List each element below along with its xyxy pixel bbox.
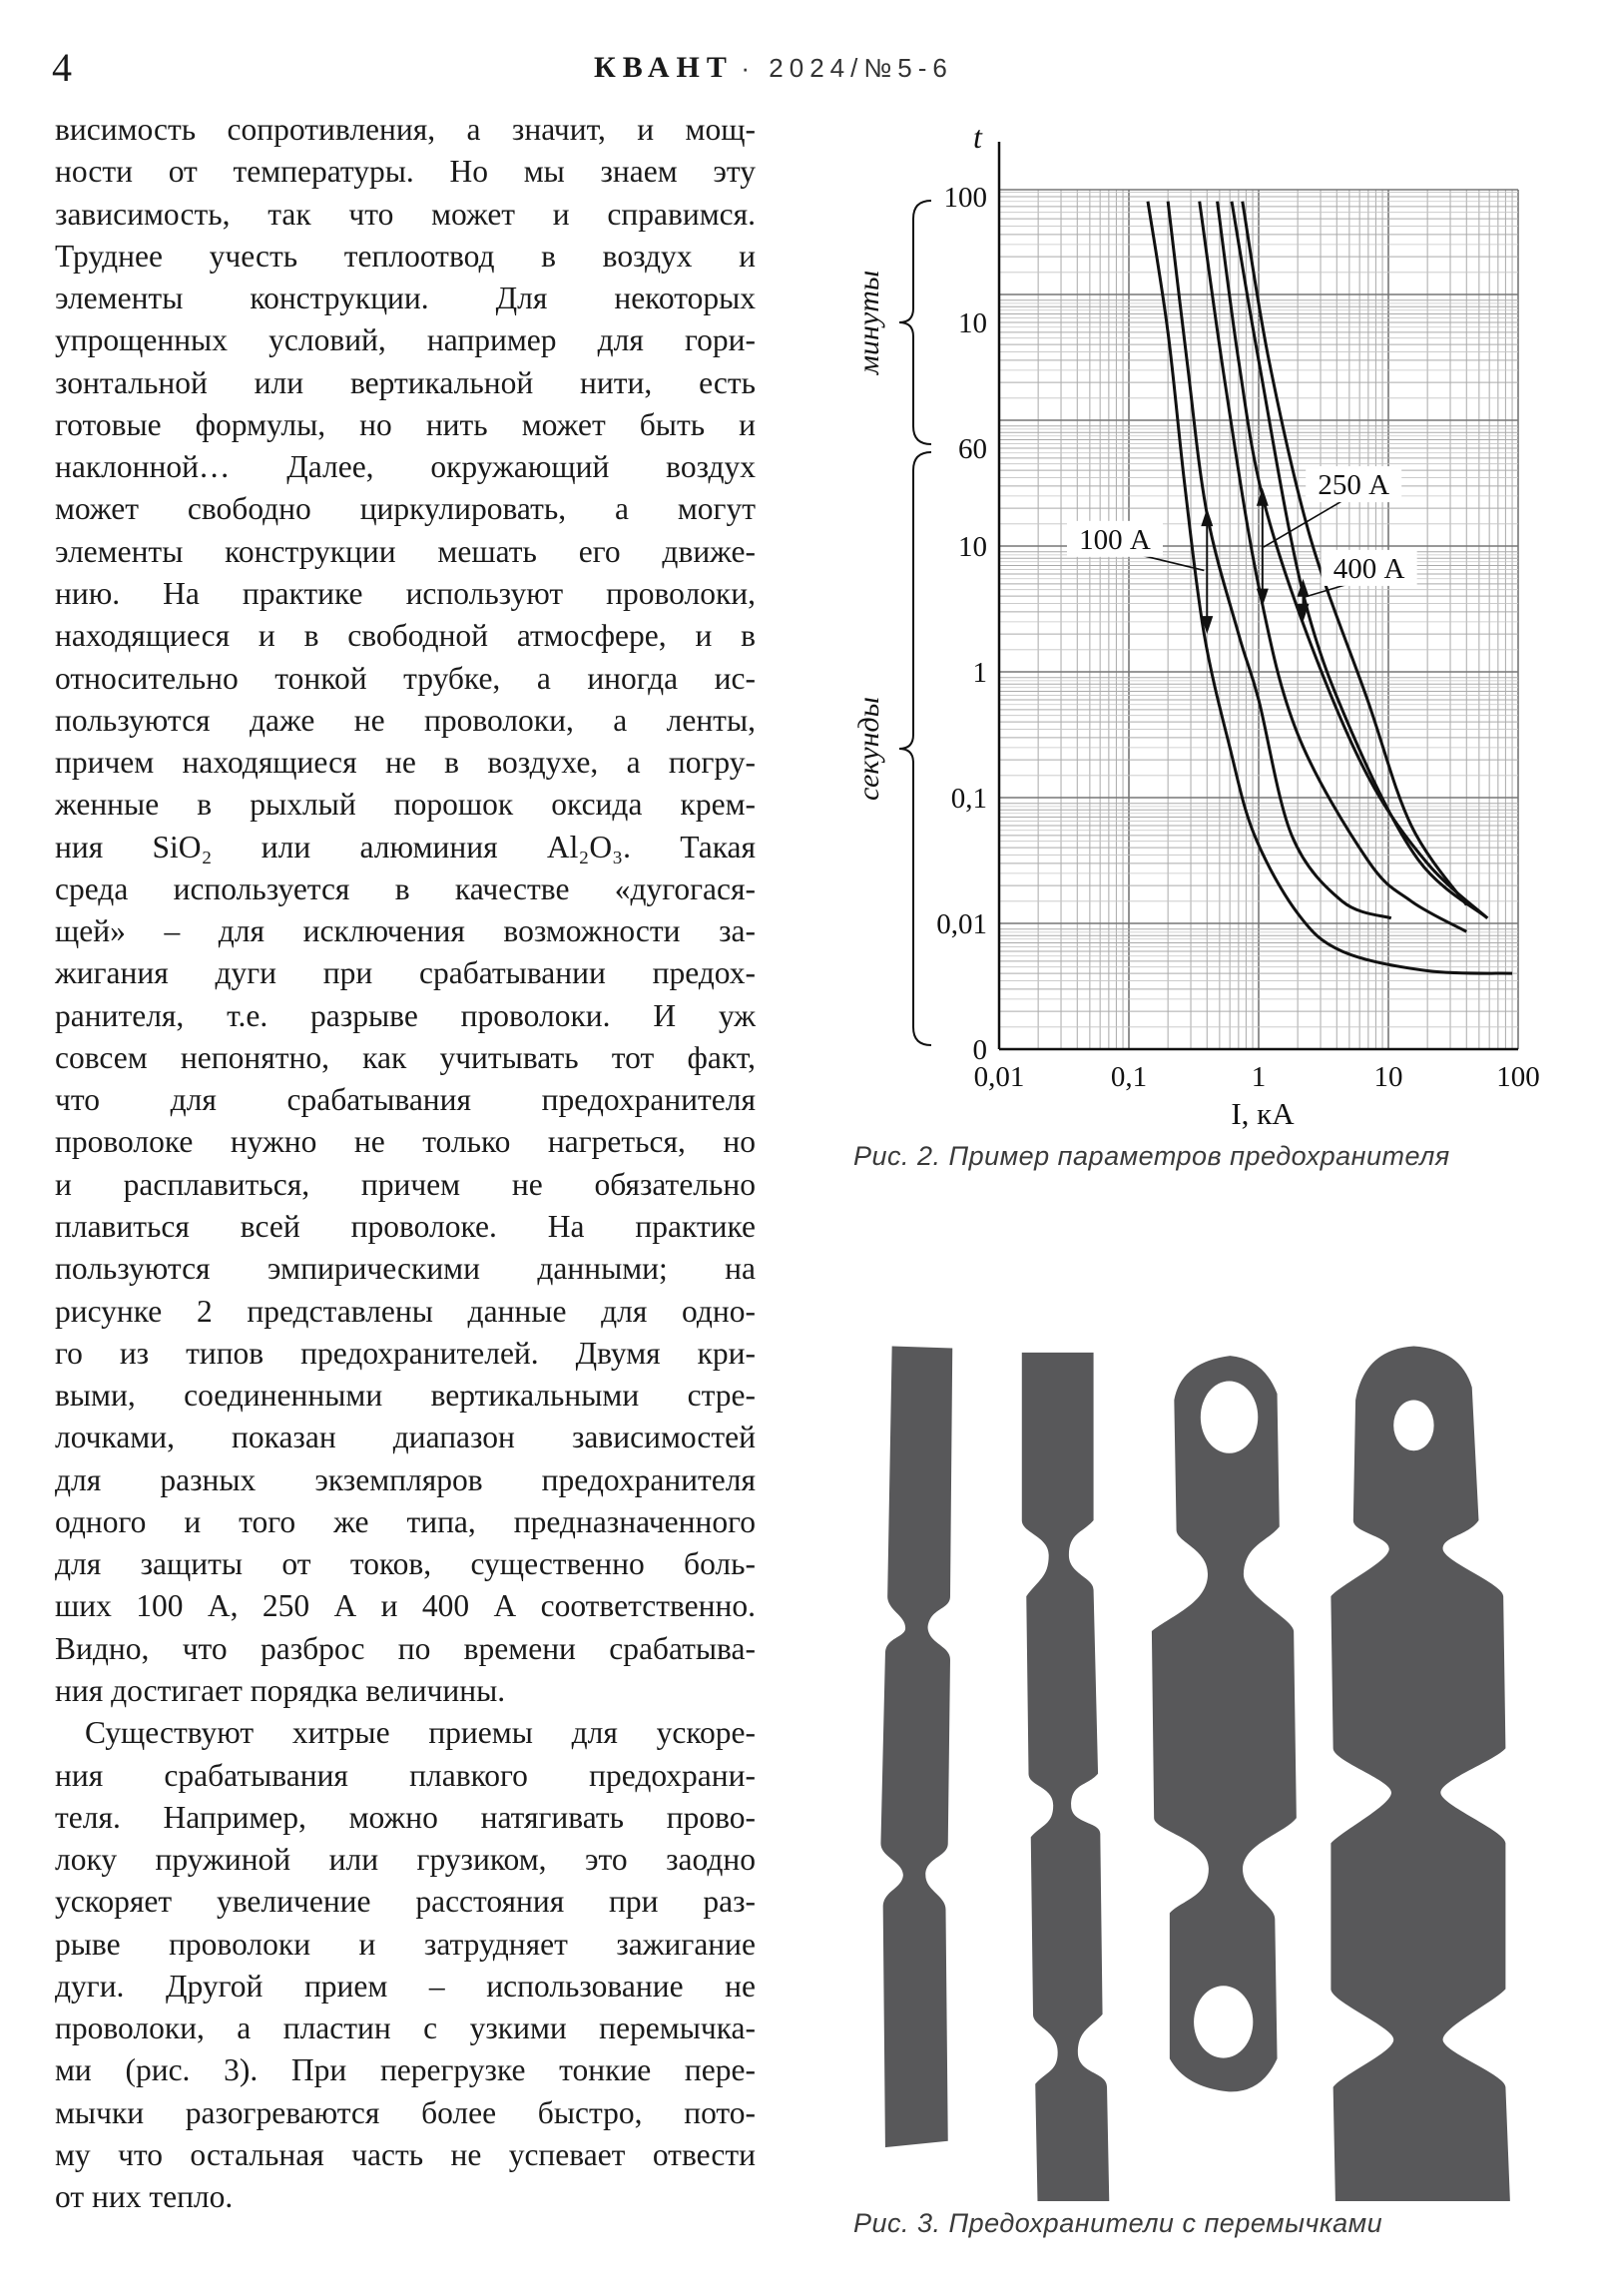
fuse-plate-4 bbox=[1331, 1347, 1509, 2201]
text-line: женные в рыхлый порошок оксида крем- bbox=[55, 787, 756, 823]
text-line: ранителя, т.е. разрыве проволоки. И уж bbox=[55, 997, 756, 1033]
fuse-curve bbox=[1148, 202, 1512, 973]
text-line: относительно тонкой трубке, а иногда ис- bbox=[55, 660, 756, 696]
text-line: щей» – для исключения возможности за- bbox=[55, 913, 756, 949]
mounting-hole bbox=[1201, 1381, 1258, 1452]
text-line: пользуются даже не проволоки, а ленты, bbox=[55, 702, 756, 738]
text-line: рыве проволоки и затрудняет зажигание bbox=[55, 1926, 756, 1962]
text-line: рисунке 2 представлены данные для одно- bbox=[55, 1293, 756, 1329]
mounting-hole bbox=[1194, 1986, 1253, 2057]
y-tick-label: 10 bbox=[958, 531, 987, 563]
x-tick-label: 1 bbox=[1251, 1061, 1267, 1093]
magazine-title: КВАНТ bbox=[594, 51, 734, 84]
text-line: причем находящиеся не в воздухе, а погру- bbox=[55, 745, 756, 781]
text-line: наклонной… Далее, окружающий воздух bbox=[55, 449, 756, 485]
text-line: плавиться всей проволоке. На практике bbox=[55, 1209, 756, 1245]
text-line: ния достигает порядка величины. bbox=[55, 1672, 506, 1708]
x-tick-label: 0,01 bbox=[973, 1061, 1025, 1093]
text-line: ности от температуры. Но мы знаем эту bbox=[55, 154, 756, 190]
text-line: му что остальная часть не успевает отвести bbox=[55, 2136, 756, 2172]
text-line: дуги. Другой прием – использование не bbox=[55, 1968, 756, 2004]
text-line: от них тепло. bbox=[55, 2179, 234, 2215]
text-line: что для срабатывания предохранителя bbox=[55, 1082, 756, 1118]
text-line: и расплавиться, причем не обязательно bbox=[55, 1166, 756, 1202]
text-line: лочками, показан диапазон зависимостей bbox=[55, 1420, 756, 1455]
range-label: минуты bbox=[852, 270, 885, 375]
range-brace bbox=[899, 452, 931, 1045]
text-line: упрощенных условий, например для гори- bbox=[55, 322, 756, 358]
text-line: Видно, что разброс по времени срабатыва- bbox=[55, 1630, 756, 1666]
text-line: ших 100 А, 250 А и 400 А соответственно. bbox=[55, 1588, 756, 1624]
text-line: находящиеся и в свободной атмосфере, и в bbox=[55, 618, 756, 654]
text-line: нию. На практике используют проволоки, bbox=[55, 575, 756, 611]
annotation-label: 100 А bbox=[1079, 523, 1151, 556]
text-line: висимость сопротивления, а значит, и мощ- bbox=[55, 112, 756, 147]
range-label: секунды bbox=[852, 696, 885, 801]
text-line: Существуют хитрые приемы для ускоре- bbox=[85, 1715, 756, 1751]
text-line: совсем непонятно, как учитывать тот факт, bbox=[55, 1039, 756, 1075]
arrow-head-up bbox=[1201, 508, 1213, 526]
text-line: для разных экземпляров предохранителя bbox=[55, 1461, 756, 1497]
y-tick-label: 1 bbox=[972, 657, 987, 689]
text-line: проволоке нужно не только нагреться, но bbox=[55, 1124, 756, 1160]
text-line: ния срабатывания плавкого предохрани- bbox=[55, 1757, 756, 1793]
text-line: го из типов предохранителей. Двумя кри- bbox=[55, 1335, 756, 1371]
text-line: элементы конструкции мешать его движе- bbox=[55, 533, 756, 569]
text-line: проволоки, а пластин с узкими перемычка- bbox=[55, 2010, 756, 2046]
x-tick-label: 100 bbox=[1496, 1061, 1540, 1093]
text-line: жигания дуги при срабатывании предох- bbox=[55, 955, 756, 991]
text-line: для защиты от токов, существенно боль- bbox=[55, 1546, 756, 1582]
x-tick-label: 0,1 bbox=[1110, 1061, 1148, 1093]
text-line: ния SiO₂ или алюминия Al₂O₃. Такая bbox=[55, 829, 756, 864]
fuse-plate-2 bbox=[1022, 1353, 1110, 2201]
text-line: локу пружиной или грузиком, это заодно bbox=[55, 1842, 756, 1878]
y-tick-label: 0,01 bbox=[936, 908, 987, 940]
figure-2-caption: Рис. 2. Пример параметров предохранителя bbox=[853, 1141, 1450, 1171]
chart-grid bbox=[999, 190, 1518, 1049]
text-line: зависимость, так что может и справимся. bbox=[55, 196, 756, 232]
fuse-plate-3 bbox=[1152, 1356, 1297, 2091]
y-tick-label: 60 bbox=[958, 432, 987, 465]
page-number: 4 bbox=[52, 45, 72, 90]
y-axis-label: t bbox=[973, 119, 982, 155]
text-line: мычки разогреваются более быстро, пото- bbox=[55, 2094, 756, 2130]
y-tick-label: 0 bbox=[972, 1034, 987, 1066]
annotation-label: 250 А bbox=[1318, 469, 1390, 502]
mounting-hole bbox=[1393, 1400, 1433, 1450]
text-line: выми, соединенными вертикальными стре- bbox=[55, 1378, 756, 1414]
y-tick-label: 100 bbox=[943, 181, 987, 214]
text-line: готовые формулы, но нить может быть и bbox=[55, 406, 756, 442]
fuse-plate-1 bbox=[880, 1347, 952, 2148]
y-tick-label: 10 bbox=[958, 306, 987, 339]
text-line: одного и того же типа, предназначенного bbox=[55, 1503, 756, 1539]
text-line: Труднее учесть теплоотвод в воздух и bbox=[55, 238, 756, 274]
y-tick-label: 0,1 bbox=[950, 783, 987, 815]
text-line: пользуются эмпирическими данными; на bbox=[55, 1251, 756, 1287]
text-line: зонтальной или вертикальной нити, есть bbox=[55, 364, 756, 400]
figure-3-caption: Рис. 3. Предохранители с перемычками bbox=[853, 2208, 1383, 2238]
text-line: ускоряет увеличение расстояния при раз- bbox=[55, 1884, 756, 1920]
text-line: ми (рис. 3). При перегрузке тонкие пере- bbox=[55, 2052, 756, 2088]
range-brace bbox=[899, 201, 931, 444]
fuse-plates-illustration bbox=[858, 1318, 1557, 2201]
x-tick-label: 10 bbox=[1373, 1061, 1403, 1093]
text-line: может свободно циркулировать, а могут bbox=[55, 491, 756, 527]
text-line: теля. Например, можно натягивать прово- bbox=[55, 1799, 756, 1835]
text-line: среда используется в качестве «дугогася- bbox=[55, 870, 756, 906]
issue-number: · 2024/№5-6 bbox=[741, 53, 953, 83]
text-line: элементы конструкции. Для некоторых bbox=[55, 281, 756, 316]
annotation-label: 400 А bbox=[1332, 552, 1405, 585]
x-axis-label: I, кА bbox=[1231, 1096, 1295, 1131]
